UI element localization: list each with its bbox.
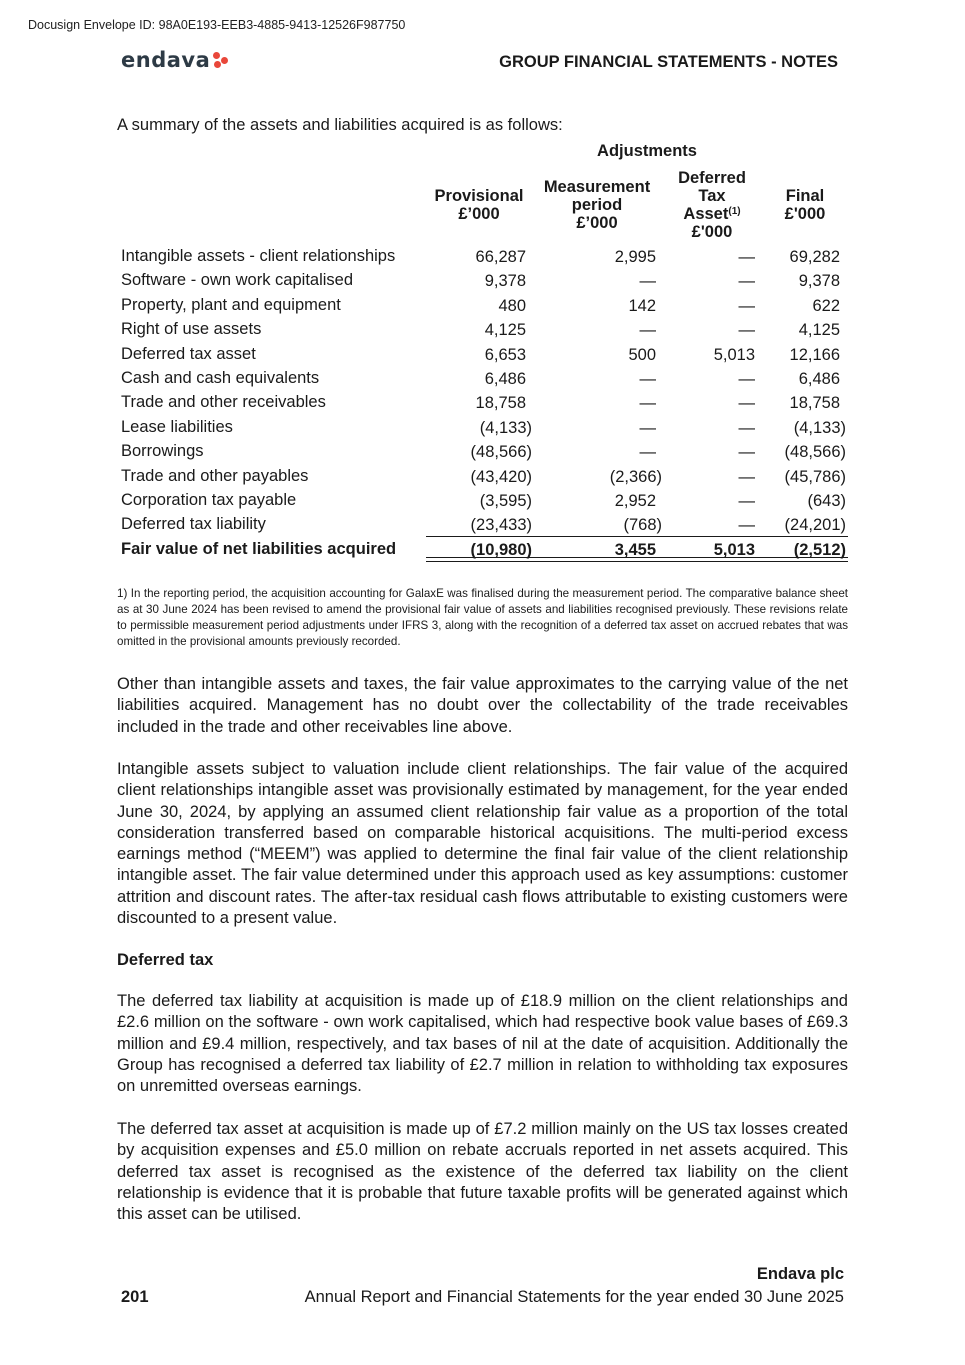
table-row: Deferred tax asset 6,653 500 5,013 12,166 bbox=[121, 344, 840, 364]
subheading-deferred-tax: Deferred tax bbox=[117, 951, 214, 969]
page-number: 201 bbox=[121, 1288, 149, 1306]
footer-report-title: Annual Report and Financial Statements for the year ended 30 June 2025 bbox=[304, 1288, 844, 1306]
table-total-row: Fair value of net liabilities acquired (10,980) 3,455 5,013 (2,512) bbox=[121, 539, 846, 559]
adjustments-group-header: Adjustments bbox=[597, 142, 697, 160]
endava-logo bbox=[121, 48, 229, 72]
table-row: Trade and other payables (43,420) (2,366) — (45,786) bbox=[121, 466, 846, 486]
table-row: Lease liabilities (4,133) — — (4,133) bbox=[121, 417, 846, 437]
logo-dots-icon bbox=[213, 51, 229, 69]
docusign-envelope-id: Docusign Envelope ID: 98A0E193-EEB3-4885-9413-12526F987750 bbox=[28, 18, 406, 32]
paragraph-deferred-tax-asset: The deferred tax asset at acquisition is made up of £7.2 million mainly on the US tax losses created by acquisition expenses and £5.0 million on rebate accruals reported in net assets acquired. This deferred tax asset is recognised as the existence of the deferred tax liability on the client relationship is evidence that it is probable that future taxable profits will be generated against which this asset can be utilised. bbox=[117, 1120, 848, 1224]
paragraph-deferred-tax-liability: The deferred tax liability at acquisition is made up of £18.9 million on the client relationships and £2.6 million on the software - own work capitalised, which had respective book value bases of £69.3 million and £9.4 million, respectively, and tax bases of nil at the date of acquisition. Additionally the Group has recognised a deferred tax liability of £2.7 million in relation to withholding tax exposures on unremitted overseas earnings. bbox=[117, 992, 848, 1096]
paragraph-fair-value: Other than intangible assets and taxes, the fair value approximates to the carrying value of the net liabilities acquired. Management has no doubt over the collectability of the trade receivables included in the trade and other receivables line above. bbox=[117, 675, 848, 736]
section-title: GROUP FINANCIAL STATEMENTS - NOTES bbox=[499, 53, 838, 71]
table-row: Corporation tax payable (3,595) 2,952 — (643) bbox=[121, 490, 846, 510]
total-double-underline bbox=[426, 557, 848, 562]
column-header-measurement-period: Measurement period £’000 bbox=[543, 178, 651, 232]
table-intro: A summary of the assets and liabilities acquired is as follows: bbox=[117, 116, 563, 134]
total-top-rule bbox=[426, 536, 848, 537]
table-row: Borrowings (48,566) — — (48,566) bbox=[121, 442, 846, 462]
table-row: Cash and cash equivalents 6,486 — — 6,486 bbox=[121, 368, 840, 388]
footer-company-name: Endava plc bbox=[756, 1265, 844, 1283]
table-footnote: 1) In the reporting period, the acquisition accounting for GalaxE was finalised during the measurement period. The comparative balance sheet as at 30 June 2024 has been revised to amend the provisional fair value of assets and liabilities recognised previously. These revisions relate to permissible measurement period adjustments under IFRS 3, along with the recognition of a deferred tax asset on accrued rebates that was omitted in the provisional amounts previously recorded. bbox=[117, 587, 848, 648]
paragraph-intangible-valuation: Intangible assets subject to valuation include client relationships. The fair value of the acquired client relationships intangible asset was provisionally estimated by management, for the year ended June 30, 2024, by applying an assumed client relationship fair value as a proportion of the total consideration transferred based on comparable historical acquisitions. The multi-period excess earnings method (“MEEM”) was applied to determine the final fair value of the client relationship intangible asset. The fair value determined under this approach used as key assumptions: customer attrition and discount rates. The after-tax residual cash flows attributable to existing customers were discounted to a present value. bbox=[117, 760, 848, 928]
table-row: Software - own work capitalised 9,378 — — 9,378 bbox=[121, 271, 840, 291]
column-header-final: Final £'000 bbox=[784, 187, 826, 223]
logo-wordmark: endava bbox=[121, 48, 211, 72]
table-row: Trade and other receivables 18,758 — — 18,758 bbox=[121, 393, 840, 413]
assets-liabilities-table bbox=[117, 245, 852, 562]
footnote-ref: (1) bbox=[728, 206, 741, 217]
table-row: Right of use assets 4,125 — — 4,125 bbox=[121, 320, 840, 340]
column-header-deferred-tax-asset: Deferred Tax Asset$^{(1)}$ £'000 bbox=[678, 169, 746, 241]
table-row: Property, plant and equipment 480 142 — 622 bbox=[121, 295, 840, 315]
table-row: Deferred tax liability (23,433) (768) — (24,201) bbox=[121, 515, 846, 535]
column-header-provisional: Provisional £’000 bbox=[434, 187, 524, 223]
table-row: Intangible assets - client relationships 66,287 2,995 — 69,282 bbox=[121, 247, 840, 266]
